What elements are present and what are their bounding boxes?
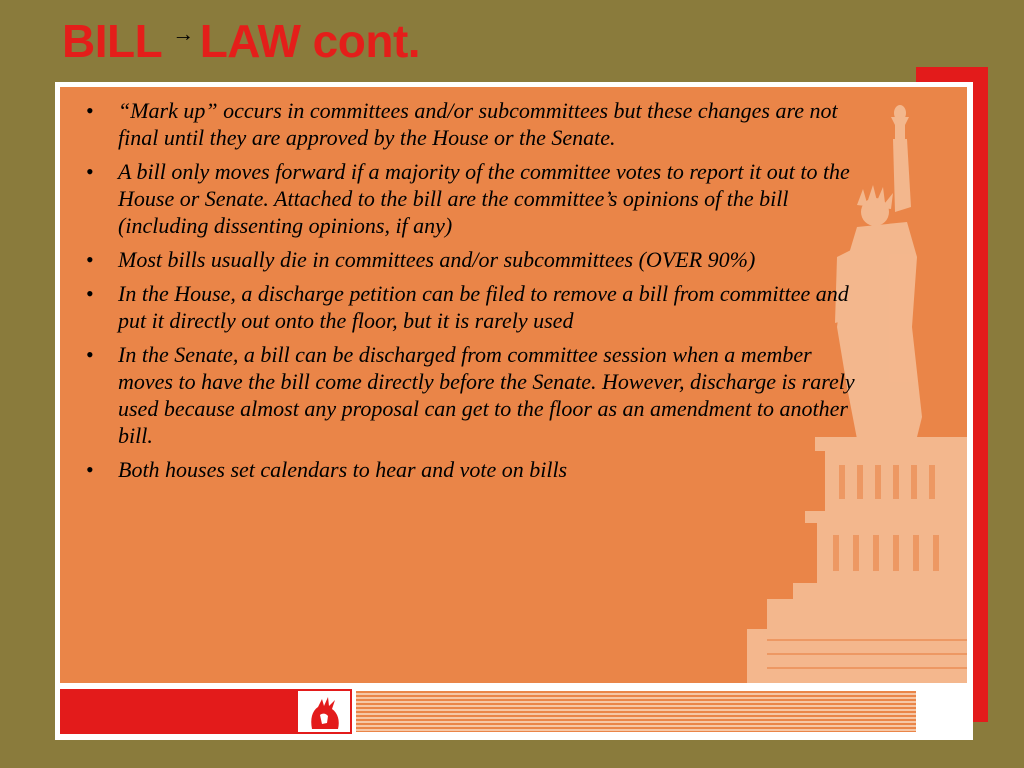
arrow-icon: → xyxy=(172,21,194,46)
bullet-list xyxy=(82,97,862,490)
bullet-text: Most bills usually die in committees and/or subcommittees (OVER 90%) xyxy=(118,247,756,272)
list-item xyxy=(82,246,862,273)
bullet-text: A bill only moves forward if a majority of the committee votes to report it out to the House or Senate. Attached to the bill are the committee’s opinions of the bill (including dissenting opinions, if any) xyxy=(118,159,850,238)
slide-title xyxy=(62,14,420,68)
list-item xyxy=(82,341,862,449)
bullet-text: In the House, a discharge petition can be filed to remove a bill from committee and put it directly out onto the floor, but it is rarely used xyxy=(118,281,849,333)
bullet-marker: • xyxy=(86,342,94,367)
footer-stripes xyxy=(356,691,916,732)
content-panel xyxy=(60,87,967,683)
title-bill: BILL xyxy=(62,15,163,67)
list-item xyxy=(82,97,862,151)
list-item xyxy=(82,158,862,239)
title-law: LAW cont. xyxy=(199,15,421,67)
liberty-head-icon xyxy=(298,691,350,732)
bullet-marker: • xyxy=(86,159,94,184)
bullet-text: Both houses set calendars to hear and vote on bills xyxy=(118,457,568,482)
bullet-marker: • xyxy=(86,247,94,272)
list-item xyxy=(82,456,862,483)
bullet-marker: • xyxy=(86,281,94,306)
bullet-marker: • xyxy=(86,457,94,482)
bullet-marker: • xyxy=(86,98,94,123)
bullet-text: “Mark up” occurs in committees and/or subcommittees but these changes are not final until they are approved by the House or the Senate. xyxy=(118,98,838,150)
list-item xyxy=(82,280,862,334)
bullet-text: In the Senate, a bill can be discharged from committee session when a member moves to have the bill come directly before the Senate. However, discharge is rarely used because almost any proposal can get to the floor as an amendment to another bill. xyxy=(118,342,855,448)
footer-strip xyxy=(60,689,967,734)
